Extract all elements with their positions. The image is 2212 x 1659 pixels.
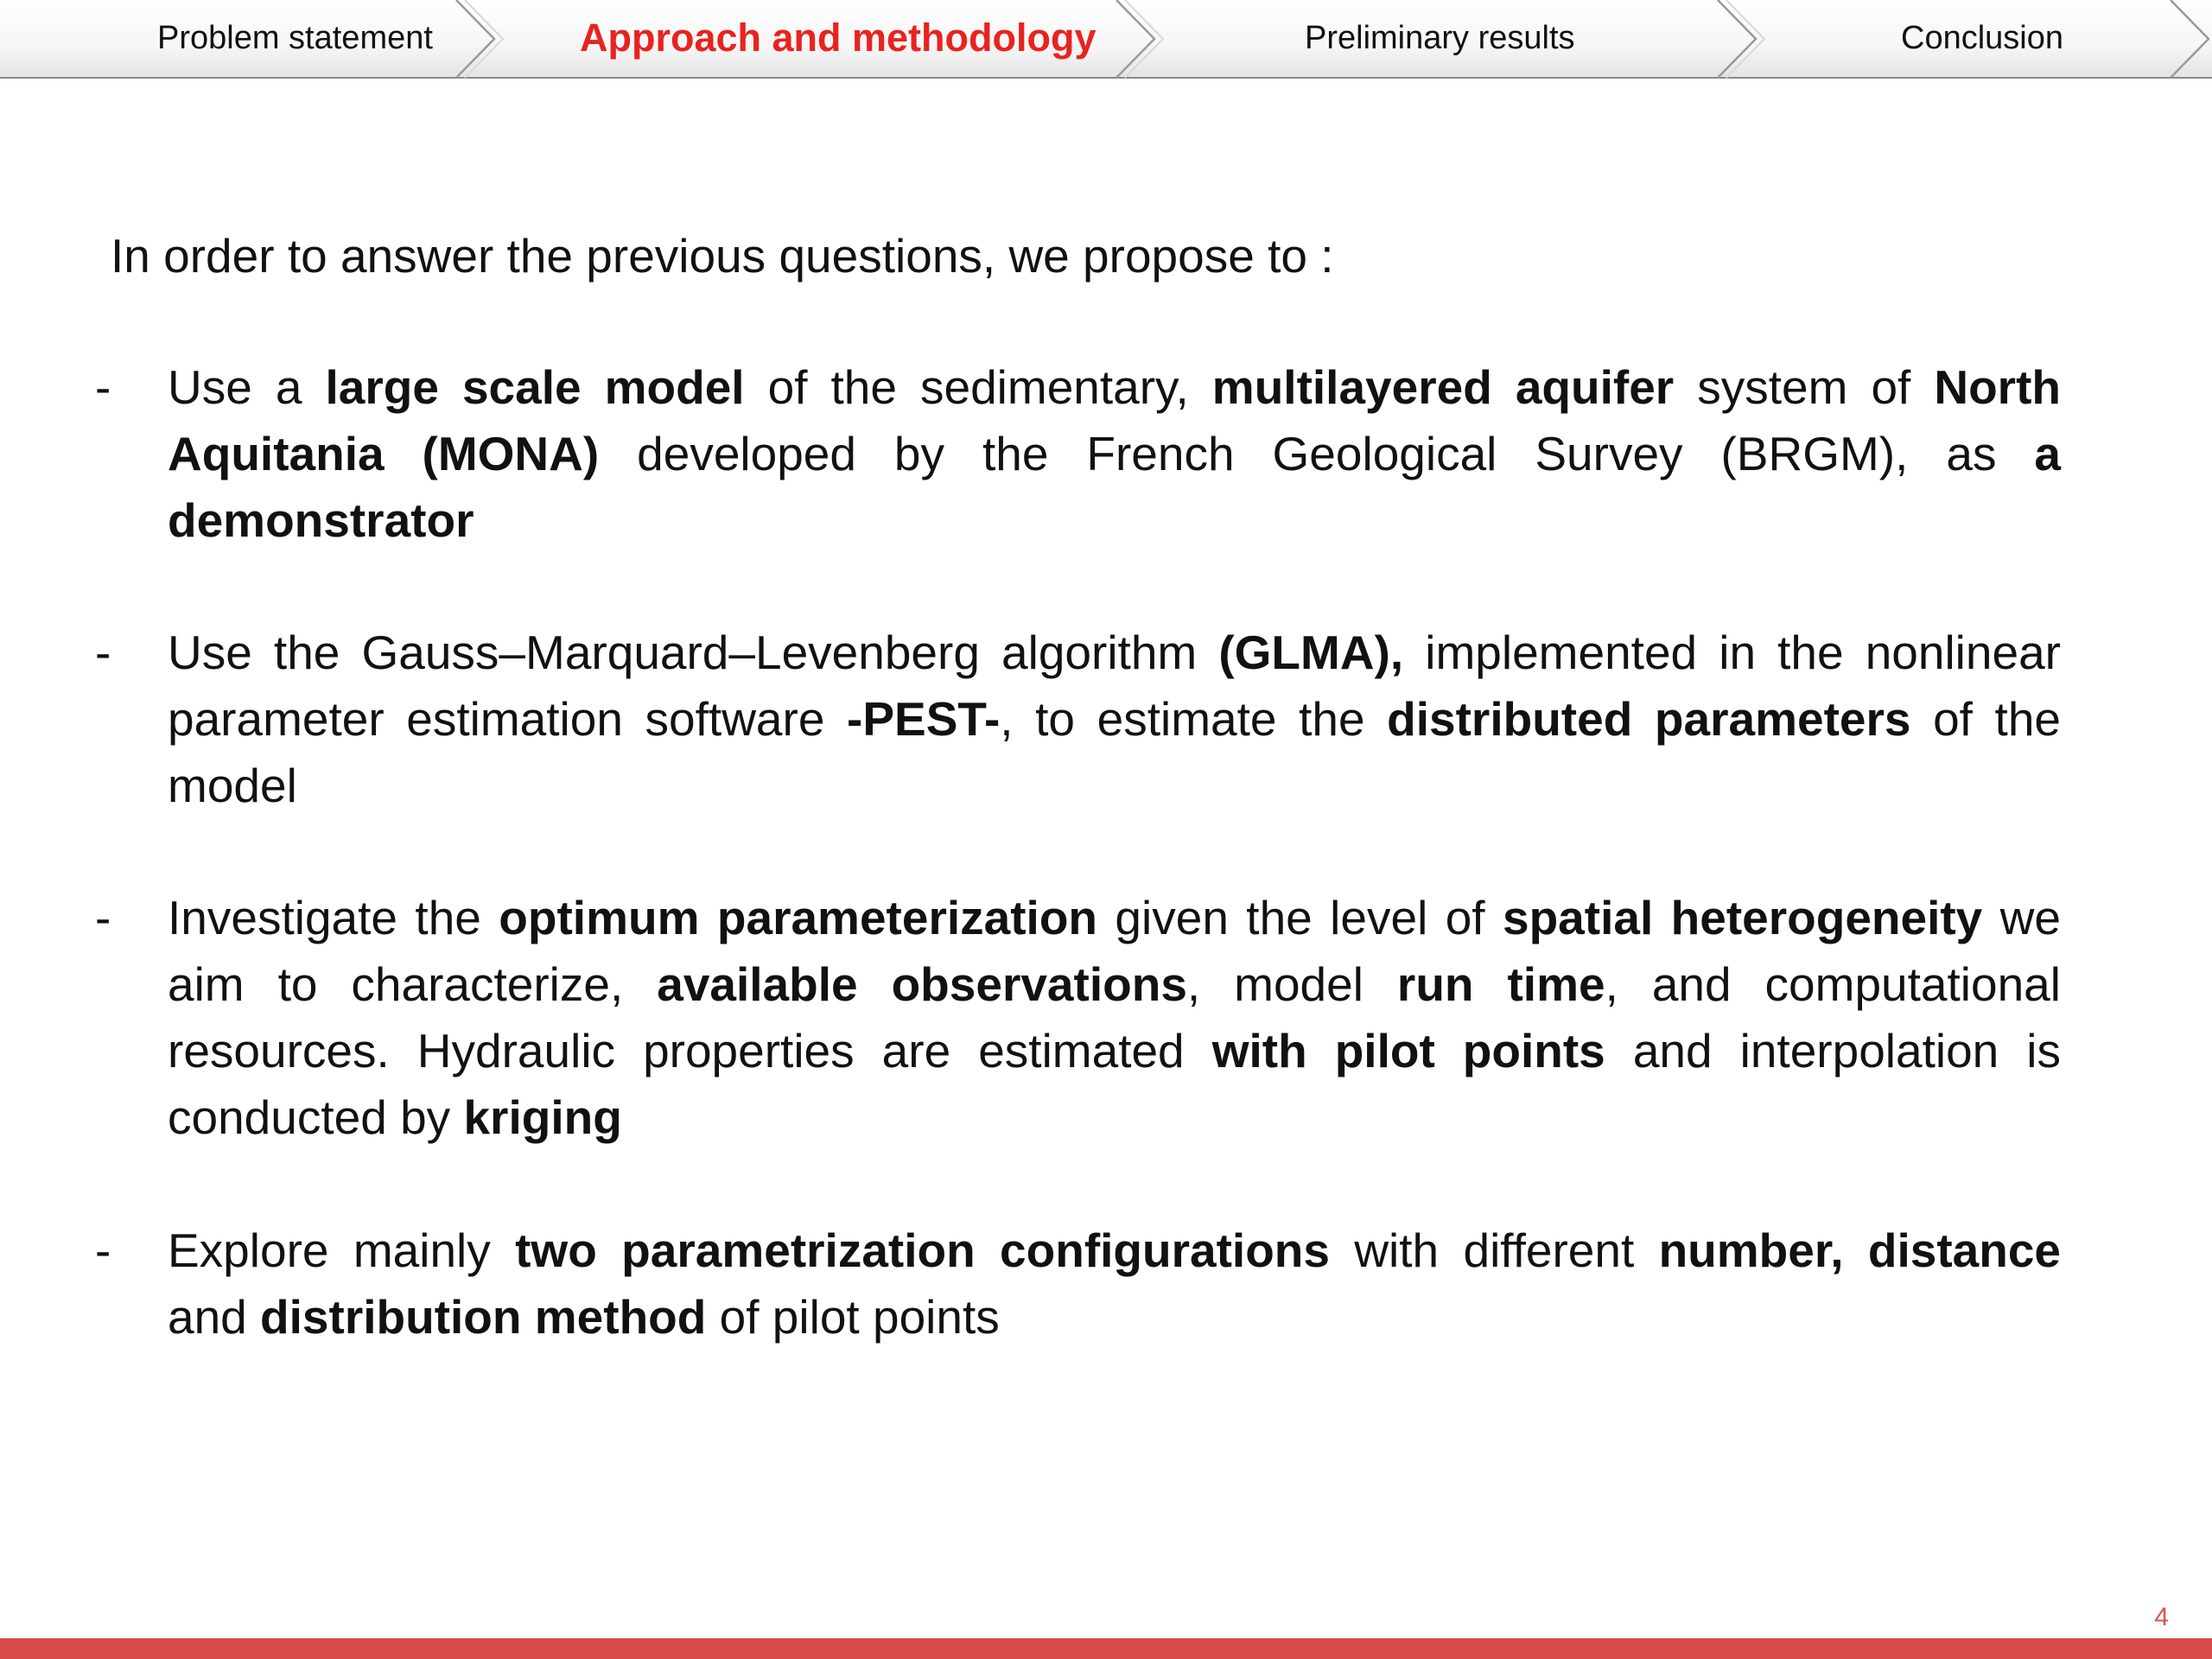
- bullet-marker: -: [95, 1224, 111, 1277]
- text-run: of pilot points: [706, 1290, 1000, 1344]
- bold-text-run: (GLMA),: [1218, 626, 1404, 679]
- nav-item-preliminary-results[interactable]: Preliminary results: [1305, 20, 1575, 56]
- page-number: 4: [2154, 1603, 2169, 1631]
- bold-text-run: two parametrization configurations: [515, 1224, 1330, 1277]
- text-run: Use a: [168, 360, 326, 414]
- bullet-text: [168, 620, 2061, 819]
- text-run: system of: [1674, 360, 1935, 414]
- text-run: with different: [1329, 1224, 1659, 1277]
- bold-text-run: North Aquitania (MONA): [168, 360, 2061, 480]
- bold-text-run: multilayered aquifer: [1211, 360, 1675, 414]
- text-run: Explore mainly: [168, 1224, 516, 1277]
- bullet-text: [168, 1217, 2061, 1351]
- bold-text-run: -PEST-: [847, 692, 1001, 746]
- section-nav: [0, 0, 2212, 79]
- bold-text-run: available observations: [657, 957, 1187, 1011]
- bold-text-run: large scale model: [325, 360, 745, 414]
- text-run: , to estimate the: [1000, 692, 1388, 746]
- bold-text-run: a demonstrator: [168, 427, 2061, 547]
- text-run: , and computational resources. Hydraulic properties are estimated: [168, 957, 2061, 1077]
- text-run: developed by the French Geological Survey (BRGM), as: [599, 427, 2035, 480]
- text-run: and: [168, 1290, 261, 1344]
- bullet-item: [95, 1217, 2061, 1351]
- bold-text-run: distributed parameters: [1387, 692, 1911, 746]
- text-run: we aim to characterize,: [168, 891, 2061, 1011]
- bullet-item: [95, 885, 2061, 1151]
- nav-item-conclusion[interactable]: Conclusion: [1901, 20, 2063, 56]
- bold-text-run: distribution method: [260, 1290, 707, 1344]
- bullet-item: [95, 620, 2061, 819]
- nav-item-approach-and-methodology[interactable]: Approach and methodology: [580, 16, 1096, 60]
- bold-text-run: run time: [1396, 957, 1605, 1011]
- bullet-item: [95, 354, 2061, 554]
- text-run: , model: [1186, 957, 1397, 1011]
- intro-text: In order to answer the previous questions, we propose to :: [111, 229, 1334, 283]
- text-run: Investigate the: [168, 891, 499, 944]
- text-run: and interpolation is conducted by: [168, 1024, 2062, 1144]
- bold-text-run: with pilot points: [1211, 1024, 1605, 1077]
- bullet-marker: -: [95, 626, 111, 679]
- bullet-marker: -: [95, 891, 111, 944]
- text-run: of the model: [168, 692, 2061, 812]
- text-run: of the sedimentary,: [744, 360, 1212, 414]
- text-run: implemented in the nonlinear parameter estimation software: [168, 626, 2061, 746]
- bold-text-run: kriging: [463, 1090, 622, 1144]
- bullet-marker: -: [95, 360, 111, 414]
- bullet-text: [168, 354, 2061, 554]
- text-run: Use the Gauss–Marquard–Levenberg algorithm: [168, 626, 1219, 679]
- bold-text-run: optimum parameterization: [499, 891, 1098, 944]
- nav-item-problem-statement[interactable]: Problem statement: [157, 20, 433, 56]
- footer-bar: [0, 1638, 2212, 1659]
- text-run: given the level of: [1097, 891, 1503, 944]
- bullet-text: [168, 885, 2061, 1151]
- bold-text-run: spatial heterogeneity: [1502, 891, 1983, 944]
- bold-text-run: number, distance: [1658, 1224, 2061, 1277]
